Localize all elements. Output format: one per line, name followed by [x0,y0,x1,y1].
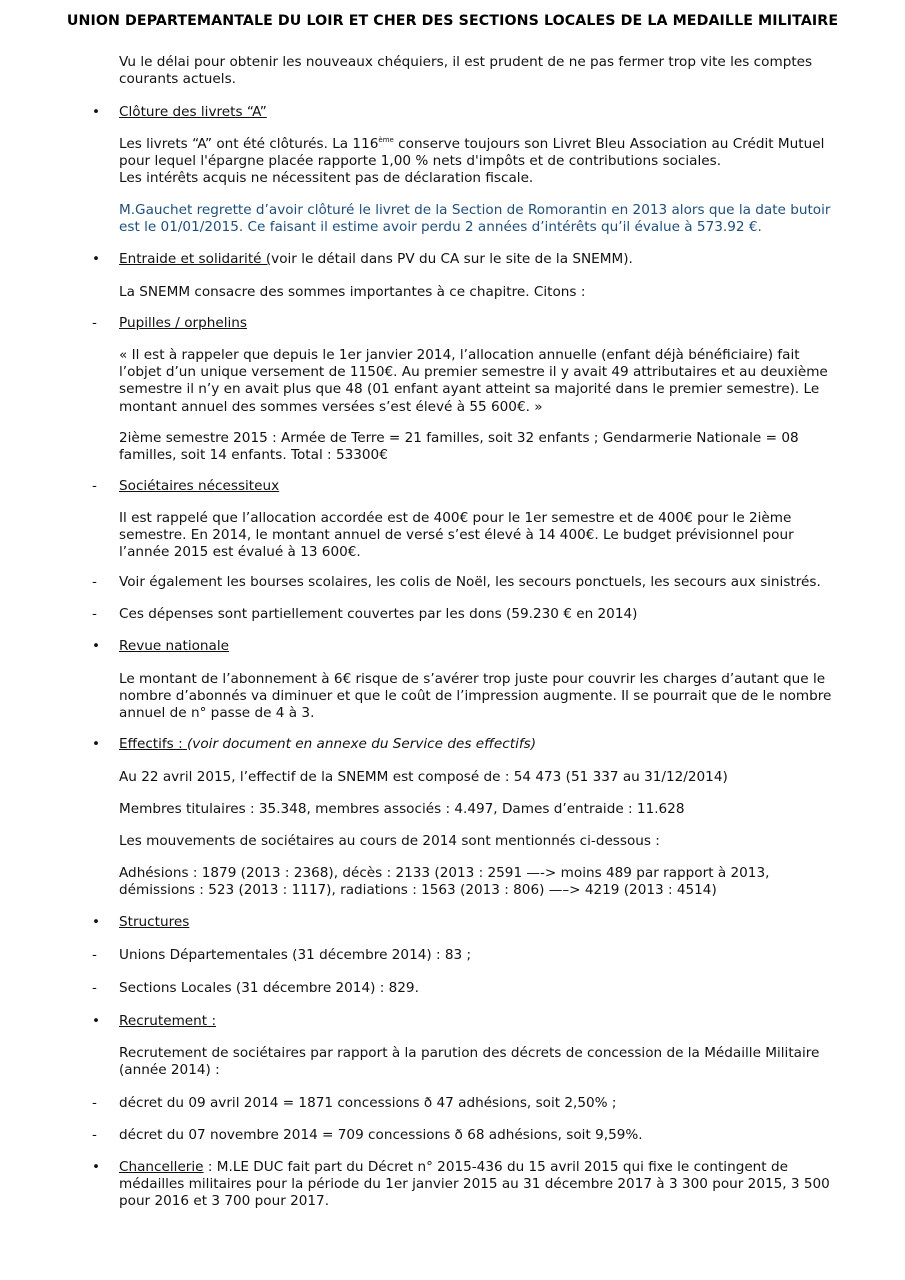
decret-avril: décret du 09 avril 2014 = 1871 concessions ð 47 adhésions, soit 2,50% ; [119,1095,617,1111]
heading-note: (voir document en annexe du Service des effectifs) [187,736,537,752]
text-line: pour 2016 et 3 700 pour 2017. [119,1193,330,1210]
text-line: Le montant de l’abonnement à 6€ risque de s’avérer trop juste pour couvrir les charges d’autant que le [119,671,826,687]
societaires-paragraph [119,510,859,562]
pupilles-semestre [119,430,859,464]
voir-egalement: Voir également les bourses scolaires, les colis de Noël, les secours ponctuels, les secours aux sinistrés. [119,574,821,590]
subsection-heading-pupilles [119,315,859,332]
text-line: 2ième semestre 2015 : Armée de Terre = 21 familles, soit 32 enfants ; Gendarmerie Nationale = 08 [119,430,799,446]
gauchet-note [119,202,859,236]
text-line: l’année 2015 est évalué à 13 600€. [119,544,361,561]
section-heading-entraide [119,251,859,268]
subsection-heading-societaires [119,478,859,495]
sections-locales: Sections Locales (31 décembre 2014) : 829. [119,980,419,996]
text-line: (année 2014) : [119,1062,220,1079]
heading-text: Entraide et solidarité ( [119,251,272,267]
bullet-marker: • [92,104,101,120]
bullet-marker: • [92,638,101,654]
text-line [119,136,859,153]
effectifs-total: Au 22 avril 2015, l’effectif de la SNEMM est composé de : 54 473 (51 337 au 31/12/2014) [119,769,728,785]
heading-text: Pupilles / orphelins [119,315,247,331]
dash-marker: - [92,574,97,590]
text-line: semestre. En 2014, le montant annuel de versé s’est élevé à 14 400€. Le budget prévisionnel pour [119,527,794,544]
text-line: nombre d’abonnés va diminuer et que le coût de l’impression augmente. Il se pourrait que de le nombre [119,688,832,705]
text-line: montant annuel des sommes versées s’est élevé à 55 600€. » [119,398,543,415]
text-span: conserve toujours son Livret Bleu Association au Crédit Mutuel [393,136,825,152]
dash-marker: - [92,315,97,331]
superscript: ème [378,136,394,144]
effectifs-membres: Membres titulaires : 35.348, membres associés : 4.497, Dames d’entraide : 11.628 [119,801,685,817]
text-line: annuel de n° passe de 4 à 3. [119,705,315,722]
heading-text: Structures [119,914,190,930]
dash-marker: - [92,1127,97,1143]
text-span: : M.LE DUC fait part du Décret n° 2015-436 du 15 avril 2015 qui fixe le contingent de [203,1159,788,1175]
heading-text: Clôture des livrets “A” [119,104,267,120]
document-title: UNION DEPARTEMANTALE DU LOIR ET CHER DES SECTIONS LOCALES DE LA MEDAILLE MILITAIRE [66,13,839,29]
text-line: Les intérêts acquis ne nécessitent pas de déclaration fiscale. [119,170,534,187]
entraide-intro: La SNEMM consacre des sommes importantes à ce chapitre. Citons : [119,284,586,300]
dash-marker: - [92,980,97,996]
text-line: Vu le délai pour obtenir les nouveaux chéquiers, il est prudent de ne pas fermer trop vite les comptes [119,54,813,70]
text-line: courants actuels. [119,71,236,88]
decret-novembre: décret du 07 novembre 2014 = 709 concessions ð 68 adhésions, soit 9,59%. [119,1127,643,1143]
text-line: pour lequel l'épargne placée rapporte 1,00 % nets d'impôts et de contributions sociales. [119,153,722,170]
text-line: l’objet d’un unique versement de 1150€. Au premier semestre il y avait 49 attributaires et au deuxième [119,364,828,381]
text-line: « Il est à rappeler que depuis le 1er janvier 2014, l’allocation annuelle (enfant déjà bénéficiaire) fait [119,347,800,363]
text-span: Les livrets “A” ont été clôturés. La 116 [119,136,379,152]
intro-paragraph [119,54,859,88]
bullet-marker: • [92,914,101,930]
dash-marker: - [92,1095,97,1111]
text-line [119,1159,859,1176]
heading-note: voir le détail dans PV du CA sur le site de la SNEMM). [271,251,633,267]
text-line: Il est rappelé que l’allocation accordée est de 400€ pour le 1er semestre et de 400€ pour le 2ième [119,510,792,526]
text-line: Recrutement de sociétaires par rapport à la parution des décrets de concession de la Médaille Militaire [119,1045,820,1061]
heading-text: Sociétaires nécessiteux [119,478,280,494]
unions-departementales: Unions Départementales (31 décembre 2014) : 83 ; [119,947,472,963]
section-heading-revue [119,638,859,655]
text-line: médailles militaires pour la période du 1er janvier 2015 au 31 décembre 2017 à 3 300 pour 2015, 3 500 [119,1176,830,1193]
cloture-paragraph [119,136,859,188]
section-heading-effectifs [119,736,859,753]
bullet-marker: • [92,1159,101,1175]
section-heading-structures [119,914,859,931]
depenses-dons: Ces dépenses sont partiellement couvertes par les dons (59.230 € en 2014) [119,606,638,622]
dash-marker: - [92,947,97,963]
bullet-marker: • [92,736,101,752]
text-line: familles, soit 14 enfants. Total : 53300€ [119,447,388,464]
pupilles-quote [119,347,859,416]
heading-text: Revue nationale [119,638,229,654]
chancellerie-paragraph [119,1159,859,1211]
text-line: est le 01/01/2015. Ce faisant il estime avoir perdu 2 années d’intérêts qu’il évalue à 573.92 €. [119,219,762,236]
section-heading-cloture [119,104,859,121]
effectifs-mouvements-intro: Les mouvements de sociétaires au cours de 2014 sont mentionnés ci-dessous : [119,833,660,849]
heading-text: Recrutement : [119,1013,217,1029]
bullet-marker: • [92,251,101,267]
text-line: Adhésions : 1879 (2013 : 2368), décès : 2133 (2013 : 2591 —-> moins 489 par rapport à 2013, [119,865,770,881]
dash-marker: - [92,606,97,622]
section-heading-recrutement [119,1013,859,1030]
text-line: M.Gauchet regrette d’avoir clôturé le livret de la Section de Romorantin en 2013 alors que la date butoir [119,202,831,218]
heading-text: Chancellerie [119,1159,204,1175]
text-line: démissions : 523 (2013 : 1117), radiations : 1563 (2013 : 806) —–> 4219 (2013 : 4514) [119,882,717,899]
text-line: semestre il n’y en avait plus que 48 (01 enfant ayant atteint sa majorité dans le premier semestre). Le [119,381,820,398]
bullet-marker: • [92,1013,101,1029]
revue-paragraph [119,671,859,723]
heading-text: Effectifs : [119,736,187,752]
effectifs-mouvements [119,865,859,899]
recrutement-paragraph [119,1045,859,1079]
dash-marker: - [92,478,97,494]
